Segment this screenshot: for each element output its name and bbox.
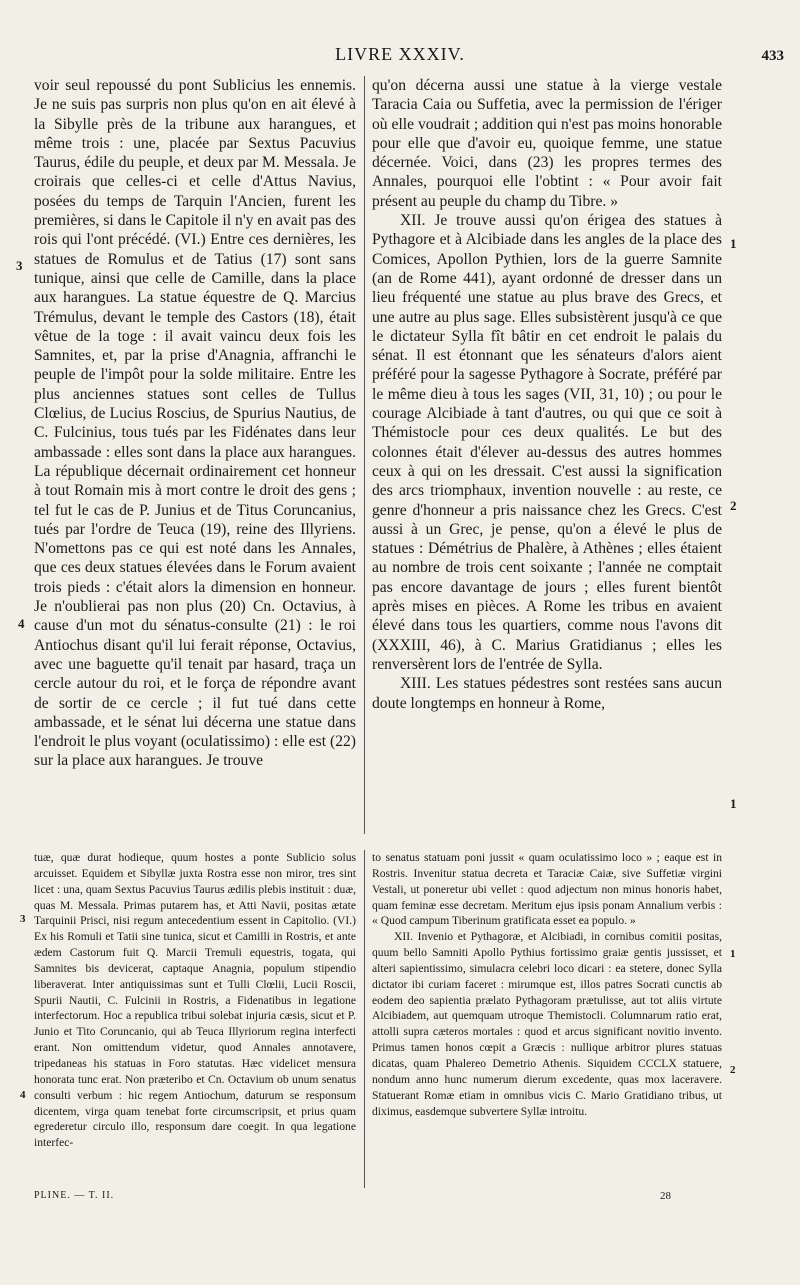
footer-signature: 28 — [660, 1190, 671, 1202]
margin-note-number: 2 — [730, 1064, 736, 1076]
french-right-paragraph: XII. Je trouve aussi qu'on érigea des statues à Pythagore et à Alcibiade dans les angles de la place des Comices, Apollon Pythien, lors de la guerre Samnite (an de Rome 441), ayant ordonné de dresser dans un lieu fréquenté une statue au plus brave des Grecs, et une autre au plus sage. Elles subsistèrent jusqu'à ce que le dictateur Sylla fît bâtir en cet endroit le palais du sénat. Il est étonnant que les sénateurs d'alors aient préféré pour la sagesse Pythagore à Socrate, préféré par le même dieu à tous les sages (VII, 31, 10) ; ou pour le courage Alcibiade à tant d'autres, ou qui que ce soit à Thémistocle pour ces deux qualités. Le but des colonnes était d'élever au-dessus des autres hommes ceux à qui on les dressait. C'est aussi la signification des arcs triomphaux, invention nouvelle : au reste, ce genre d'honneur a pris naissance chez les Grecs. C'est aussi à un Grec, je pense, qu'on a élevé le plus de statues : Démétrius de Phalère, à Athènes ; elles étaient au nombre de trois cent soixante ; l'année ne comptait pas encore davantage de jours ; elles furent bientôt après mises en pièces. A Rome les tribus en avaient élevé dans tous les quartiers, comme nous l'avons dit (XXXIII, 46), à C. Marius Gratidianus ; elles les renversèrent lors de l'entrée de Sylla. — [372, 212, 722, 673]
footer-volume: PLINE. — T. II. — [34, 1190, 115, 1201]
french-right-paragraph: qu'on décerna aussi une statue à la vierge vestale Taracia Caia ou Suffetia, avec la permission de l'ériger où elle voudrait ; addition qui n'est pas moins honorable pour elle que d'avoir eu, quoique femme, une statue décernée. Voici, dans (23) les propres termes des Annales, pourquoi elle l'obtint : « Pour avoir fait présent au peuple du champ du Tibre. » — [372, 77, 722, 210]
page-number: 433 — [761, 48, 784, 64]
latin-right-paragraph: XII. Invenio et Pythagoræ, et Alcibiadi, in cornibus comitii positas, quum bello Samniti Apollo Pythius fortissimo graiæ gentis jussisset, et alteri sapientissimo, simulacra celebri loco dicari : ea stetere, donec Sylla dictator ibi curiam faceret : mirumque est, illos patres Socrati cunctis ab eodem deo sapientia prælato Pythagoram prætulisse, aut tot aliis virtute Alcibiadem, aut quemquam utroque Themistocli. Columnarum ratio erat, attolli supra cæteros mortales : quod et arcus significant novitio invento. Primus tamen honos cœpit a Græcis : nullique arbitror plures statuas dicatas, quam Phalereo Demetrio Athenis. Siquidem CCCLX statuere, nondum anno hunc numerum dierum excedente, quas mox laceravere. Statuerant Romæ etiam in omnibus vicis C. Mario Gratidiano tribus, ut diximus, easdemque subvertere Syllæ introitu. — [372, 930, 722, 1118]
latin-right-paragraph: to senatus statuam poni jussit « quam oculatissimo loco » ; eaque est in Rostris. Invenitur statua decreta et Taraciæ Caiæ, sive Suffetiæ virgini Vestali, ut poneretur ubi vellet : quod adjectum non minus honoris habet, quam feminæ esse decretam. Meritum ejus ipsis ponam Annalium verbis : « Quod campum Tiberinum gratificata esset ea populo. » — [372, 851, 722, 928]
latin-left-column — [34, 850, 356, 1151]
french-left-paragraph: voir seul repoussé du pont Sublicius les ennemis. Je ne suis pas surpris non plus qu'on en ait élevé à la Sibylle près de la tribune aux harangues, et même trois : une, placée par Sextus Pacuvius Taurus, édile du peuple, et deux par M. Messala. Je croirais que celles-ci et celle d'Attus Navius, posées du temps de Tarquin l'Ancien, furent les premières, si dans le Capitole il n'y en avait pas des rois qui l'ont précédé. (VI.) Entre ces dernières, les statues de Romulus et de Tatius (17) sont sans tunique, ainsi que celle de Camille, dans la place aux harangues. La statue équestre de Q. Marcius Trémulus, devant le temple des Castors (18), était vêtue de la toge : il avait vaincu deux fois les Samnites, et, par la prise d'Anagnia, affranchi le peuple de l'impôt pour la solde militaire. Entre les plus anciennes statues sont celles de Tullus Clœlius, de Lucius Roscius, de Spurius Nautius, de C. Fulcinius, tous tués par les Fidénates dans leur ambassade : elles sont dans la place aux harangues. La république décernait ordinairement cet honneur à tout Romain mis à mort contre le droit des gens ; tel fut le cas de P. Junius et de Titus Coruncanius, tués par l'ordre de Teuca (19), reine des Illyriens. N'omettons pas ce qui est noté dans les Annales, que ces deux statues élevées dans le Forum avaient trois pieds : c'était alors la dimension en honneur. Je n'oublierai pas non plus (20) Cn. Octavius, à cause d'un mot du sénatus-consulte (21) : le roi Antiochus disant qu'il lui ferait réponse, Octavius, avec une baguette qu'il tenait par hasard, traça un cercle autour du roi, et le força de répondre avant de sortir de ce cercle ; il fut tué dans cette ambassade, et le sénat lui décerna une statue dans l'endroit le plus voyant (oculatissimo) : elle est (22) sur la place aux harangues. Je trouve — [34, 77, 356, 770]
french-left-column — [34, 76, 356, 771]
margin-note-number: 1 — [730, 236, 737, 251]
french-right-paragraph: XIII. Les statues pédestres sont restées sans aucun doute longtemps en honneur à Rome, — [372, 675, 722, 712]
latin-right-column — [372, 850, 722, 1119]
french-right-column — [372, 76, 722, 713]
column-divider — [364, 850, 365, 1188]
margin-note-number: 3 — [20, 913, 26, 925]
margin-note-number: 4 — [20, 1089, 26, 1101]
margin-note-number: 4 — [18, 616, 25, 631]
margin-note-number: 1 — [730, 948, 736, 960]
margin-note-number: 2 — [730, 498, 737, 513]
column-divider — [364, 76, 365, 834]
margin-note-number: 1 — [730, 796, 737, 811]
margin-note-number: 3 — [16, 258, 23, 273]
latin-left-paragraph: tuæ, quæ durat hodieque, quum hostes a ponte Sublicio solus arcuisset. Equidem et Sibyllæ juxta Rostra esse non miror, tres sint licet : una, quam Sextus Pacuvius Taurus ædilis plebis instituit : duæ, quas M. Messala. Primas putarem has, et Atti Navii, positas ætate Tarquinii Prisci, nisi regum antecedentium essent in Capitolio. (VI.) Ex his Romuli et Tatii sine tunica, sicut et Camilli in Rostris, et ante ædem Castorum fuit Q. Marcii Tremuli equestris, togata, qui Samnites bis devicerat, captaque Anagnia, populum stipendio liberaverat. Inter antiquissimas sunt et Tulli Clœlii, Lucii Roscii, Spurii Nautii, C. Fulcinii in Rostris, a Fidenatibus in legatione interfectorum. Hoc a republica tribui solebat injuria cæsis, sicut et P. Junio et Tito Coruncanio, qui ab Teuca Illyriorum regina interfecti erant. Non omittendum videtur, quod Annales annotavere, tripedaneas his statuas in Foro statutas. Hæc videlicet mensura honorata tunc erat. Non præteribo et Cn. Octavium ob unum senatus consulti verbum : hic regem Antiochum, daturum se responsum dicentem, virga quam tenebat forte circumscripsit, et prius quam egrederetur circulo illo, responsum dare coegit. In qua legatione interfec- — [34, 851, 356, 1150]
running-head-title: LIVRE XXXIV. — [335, 44, 465, 64]
